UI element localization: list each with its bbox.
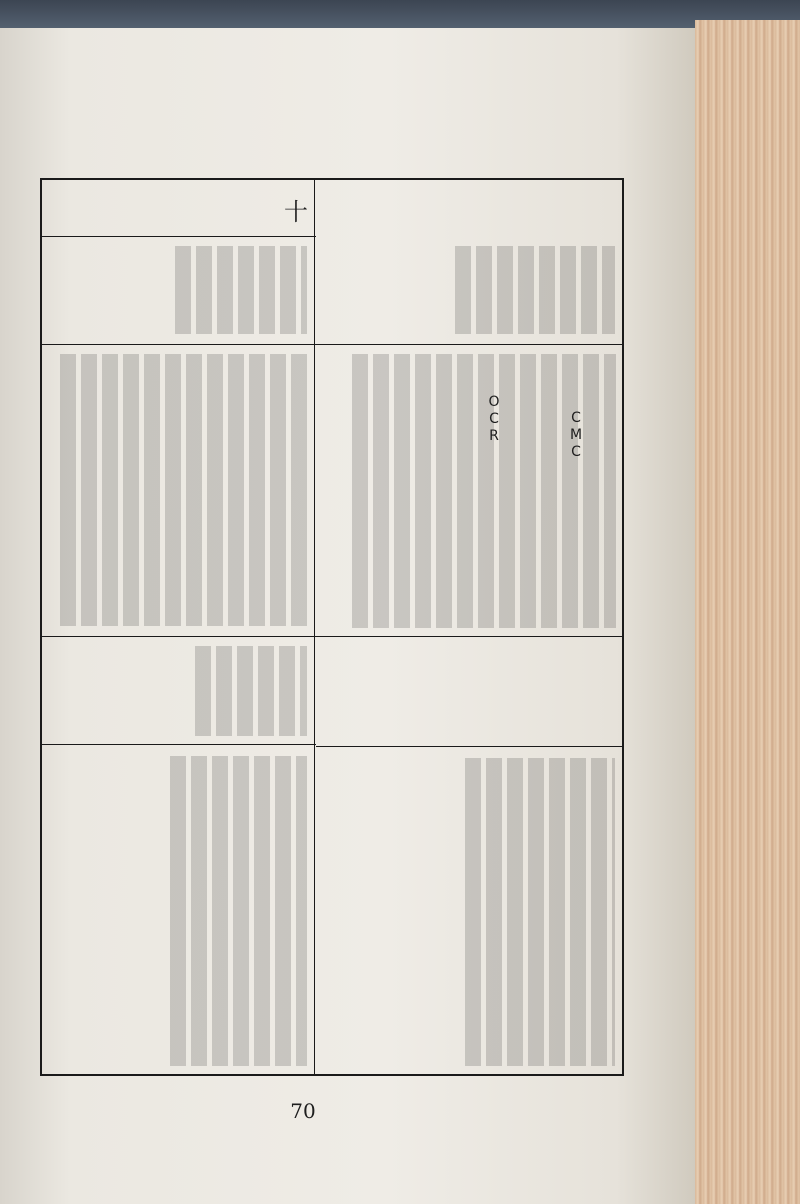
frame-top-rule [40, 178, 624, 180]
frame-bottom-rule [40, 1074, 624, 1076]
text-block-lower-right [465, 758, 615, 1066]
text-block-middle-left [60, 354, 308, 626]
frame-right-rule [622, 178, 624, 1076]
inline-latin-label-2: CMC [568, 410, 584, 461]
text-block-lower-left-b [170, 756, 307, 1066]
frame-left-rule [40, 178, 42, 1076]
section-rule-3 [40, 636, 624, 637]
section-rule-2 [40, 344, 624, 345]
column-divider [314, 178, 315, 1076]
section-rule-5 [316, 746, 624, 747]
text-block-upper-right [455, 246, 615, 334]
page-edges [695, 20, 800, 1204]
inline-latin-label-1: OCR [486, 394, 502, 445]
column-head: 十 [284, 198, 308, 226]
section-rule-1 [40, 236, 316, 237]
text-block-upper-left [175, 246, 307, 334]
page-number: 70 [290, 1099, 316, 1123]
text-block-lower-left-a [195, 646, 307, 736]
section-rule-4 [40, 744, 316, 745]
book-cover-edge [0, 0, 800, 30]
